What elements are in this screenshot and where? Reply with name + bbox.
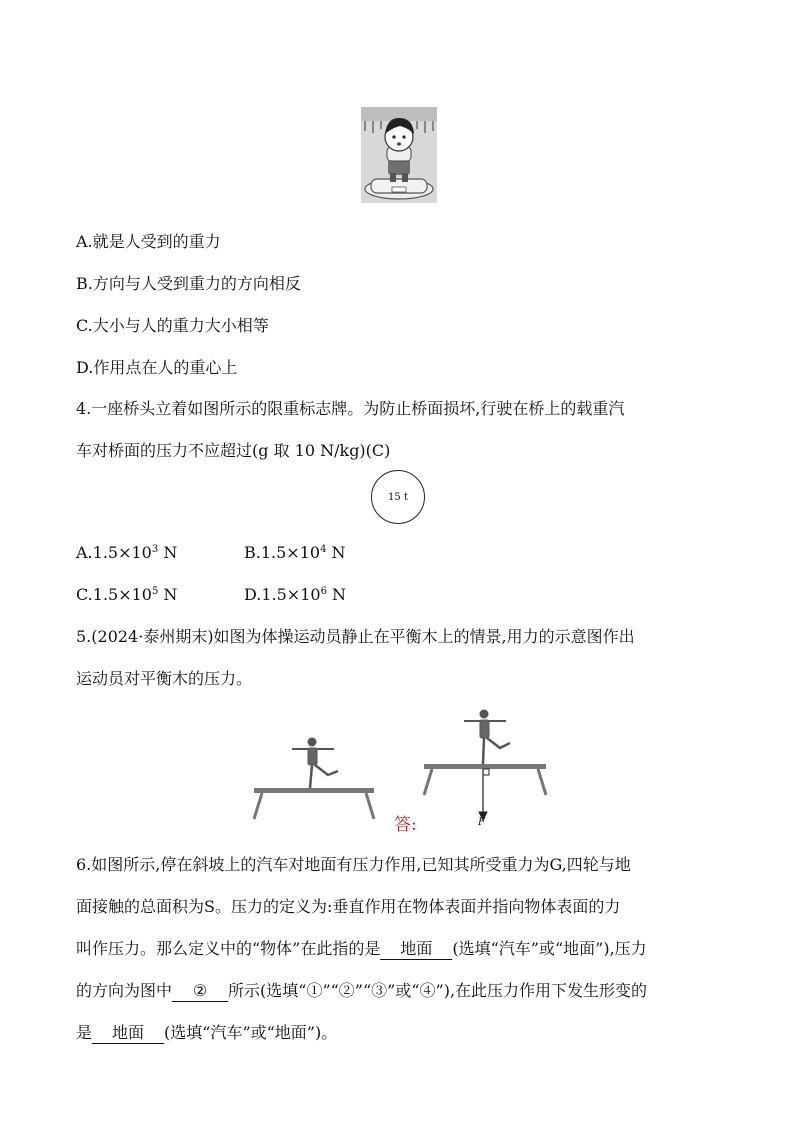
option-a: A.就是人受到的重力 [76,232,221,251]
question-4-line-1: 4.一座桥头立着如图所示的限重标志牌。为防止桥面损坏,行驶在桥上的载重汽 [76,399,625,418]
boy-on-scale-illustration [361,107,437,203]
option-4b: $B.1.5\times 10^4$ N [244,543,346,562]
question-6-line-2: 面接触的总面积为S。压力的定义为:垂直作用在物体表面并指向物体表面的力 [76,897,621,916]
option-4c: $C.1.5\times 10^5$ N [76,585,178,604]
question-5-line-2: 运动员对平衡木的压力。 [76,669,253,688]
force-label: F [478,817,485,828]
option-4d: $D.1.5\times 10^6$ N [244,585,347,604]
force-arrow [479,769,489,820]
boy-on-scale-figure [361,107,437,203]
left-gymnast [292,738,338,788]
blank-answer-1: 地面 [380,939,452,960]
option-d: D.作用点在人的重心上 [76,358,238,377]
option-c: C.大小与人的重力大小相等 [76,316,269,335]
question-5-line-1: 5.(2024·泰州期末)如图为体操运动员静止在平衡木上的情景,用力的示意图作出 [76,627,635,646]
blank-answer-2: ② [172,981,228,1002]
question-6-line-4: 的方向为图中 ② 所示(选填“①”“②”“③”或“④”),在此压力作用下发生形变的 [76,981,648,1000]
question-6-line-3: 叫作压力。那么定义中的“物体”在此指的是 地面 (选填“汽车”或“地面”),压力 [76,939,647,958]
weight-limit-sign [371,470,425,524]
left-beam [254,788,374,819]
blank-answer-3: 地面 [92,1023,164,1044]
weight-limit-text: 15 t [388,491,408,503]
question-6-line-5: 是 地面 (选填“汽车”或“地面”)。 [76,1023,338,1042]
question-6-line-1: 6.如图所示,停在斜坡上的汽车对地面有压力作用,已知其所受重力为G,四轮与地 [76,855,631,874]
answer-label: 答: [394,815,417,835]
question-4-line-2: 车对桥面的压力不应超过(g 取 10 N/kg)(C) [76,441,391,460]
balance-beam-figures [248,703,554,833]
right-gymnast [464,710,510,764]
option-b: B.方向与人受到重力的方向相反 [76,274,301,293]
option-4a: $A.1.5\times 10^3$ N [76,543,178,562]
